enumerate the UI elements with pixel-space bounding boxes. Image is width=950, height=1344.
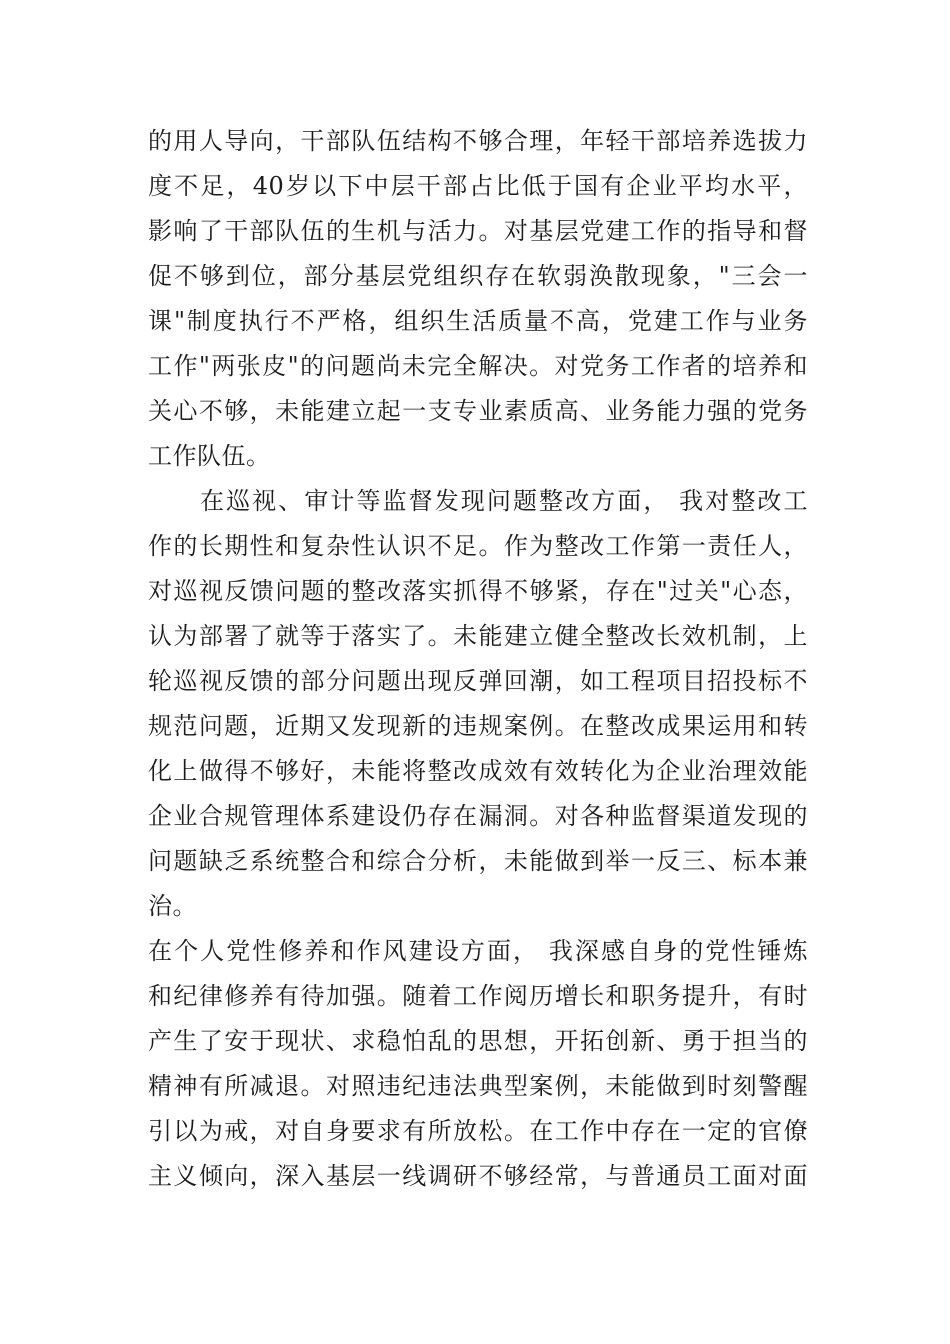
text-line: 的用人导向，干部队伍结构不够合理，年轻干部培养选拔力 bbox=[148, 127, 808, 155]
text-line: 影响了干部队伍的生机与活力。对基层党建工作的指导和督 bbox=[148, 217, 808, 245]
text-line: 对巡视反馈问题的整改落实抓得不够紧，存在"过关"心态， bbox=[148, 577, 808, 605]
text-line: 课"制度执行不严格，组织生活质量不高，党建工作与业务 bbox=[148, 307, 808, 335]
text-line: 问题缺乏系统整合和综合分析，未能做到举一反三、标本兼 bbox=[148, 847, 808, 875]
text-line: 和纪律修养有待加强。随着工作阅历增长和职务提升，有时 bbox=[148, 982, 808, 1010]
text-line: 精神有所减退。对照违纪违法典型案例，未能做到时刻警醒 bbox=[148, 1072, 808, 1100]
body-text bbox=[148, 119, 808, 1199]
text-line: 引以为戒，对自身要求有所放松。在工作中存在一定的官僚 bbox=[148, 1117, 808, 1145]
text-line: 促不够到位，部分基层党组织存在软弱涣散现象，"三会一 bbox=[148, 262, 808, 290]
text-line: 企业合规管理体系建设仍存在漏洞。对各种监督渠道发现的 bbox=[148, 802, 808, 830]
text-line: 作的长期性和复杂性认识不足。作为整改工作第一责任人， bbox=[148, 532, 808, 560]
text-line: 工作"两张皮"的问题尚未完全解决。对党务工作者的培养和 bbox=[148, 352, 808, 380]
text-line: 关心不够，未能建立起一支专业素质高、业务能力强的党务 bbox=[148, 397, 808, 425]
paragraph-start-line: 在个人党性修养和作风建设方面， 我深感自身的党性锤炼 bbox=[148, 937, 808, 965]
text-line: 主义倾向，深入基层一线调研不够经常，与普通员工面对面 bbox=[148, 1162, 808, 1190]
text-line: 工作队伍。 bbox=[148, 442, 271, 470]
text-line: 规范问题，近期又发现新的违规案例。在整改成果运用和转 bbox=[148, 712, 808, 740]
text-line: 度不足，40岁以下中层干部占比低于国有企业平均水平， bbox=[148, 172, 808, 200]
text-line: 化上做得不够好，未能将整改成效有效转化为企业治理效能 bbox=[148, 757, 808, 785]
text-line: 治。 bbox=[148, 892, 197, 920]
paragraph-start-line: 在巡视、审计等监督发现问题整改方面， 我对整改工 bbox=[200, 487, 808, 515]
text-line: 轮巡视反馈的部分问题出现反弹回潮，如工程项目招投标不 bbox=[148, 667, 808, 695]
text-line: 产生了安于现状、求稳怕乱的思想，开拓创新、勇于担当的 bbox=[148, 1027, 808, 1055]
text-line: 认为部署了就等于落实了。未能建立健全整改长效机制，上 bbox=[148, 622, 808, 650]
